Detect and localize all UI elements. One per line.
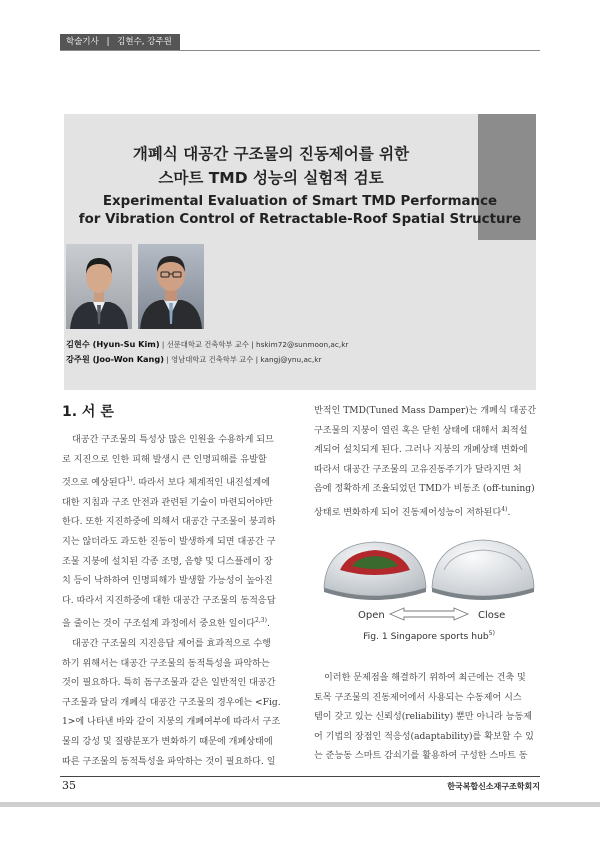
text-line: 구조물의 지붕이 열린 혹은 닫힌 상태에 대해서 최적설 [314,425,528,436]
text-line: 하기 위해서는 대공간 구조물의 동적특성을 파악하는 [62,658,270,669]
header-separator: | [106,37,110,47]
author-line-kang: 강주원 (Joo-Won Kang) | 영남대학교 건축학부 교수 | kangj@ynu,ac,kr [66,354,322,364]
author-name: 강주원 (Joo-Won Kang) [66,354,164,364]
text-line: 것으로 예상된다$^{1)}$. 따라서 보다 체계적인 내진설계에 [62,476,270,489]
text-line: 반적인 TMD(Tuned Mass Damper)는 개폐식 대공간 [314,406,536,416]
title-box [64,114,536,390]
text-line: 다. 따라서 지진하중에 대한 대공간 구조물의 동적응답 [62,595,276,606]
title-korean-line1: 개폐식 대공간 구조물의 진동제어를 위한 [132,145,410,163]
right-column-bottom [314,669,540,767]
author-photo-kang [138,244,204,329]
label-close: Close [478,610,506,621]
text-line: 이러한 문제점을 해결하기 위하여 최근에는 건축 및 [324,673,526,683]
text-line: 조물 지붕에 설치된 각종 조명, 음향 및 디스플레이 장 [62,556,273,567]
author-email: hskim72@sunmoon,ac,kr [255,340,349,349]
text-line: 대한 지침과 구조 안전과 관련된 기술이 마련되어야만 [62,497,273,508]
footer-rule [60,776,540,777]
header-rule [60,50,540,51]
text-line: 을 줄이는 것이 구조설계 과정에서 중요한 일이다$^{2,3)}$. [62,617,270,630]
citation: 5) [488,630,495,637]
text-line: 는 준능동 스마트 감쇠기를 활용하여 구성한 스마트 동 [314,751,528,762]
header-category: 학술기사 [66,37,99,47]
text-line: 음에 정확하게 조율되었던 TMD가 비동조 (off-tuning) [314,484,535,495]
dome-open-image [324,542,426,600]
figure-caption: Fig. 1 Singapore sports hub$^{5)}$ [363,630,495,643]
text-line: 대공간 구조물의 지진응답 제어를 효과적으로 수행 [72,639,271,649]
citation: 1) [126,476,133,484]
author-photo-kim [66,244,132,329]
bottom-strip [0,802,600,807]
double-arrow-icon [390,608,468,620]
header-tag [60,34,180,50]
label-open: Open [358,610,385,621]
text-line: 1>에 나타낸 바와 같이 지붕의 개폐여부에 따라서 구조 [62,717,281,728]
text-line: 치 등이 낙하하여 인명피해가 발생할 가능성이 높아진 [62,576,273,587]
author-line-kim: 김현수 (Hyun-Su Kim) | 선문대학교 건축학부 교수 | hskim72@sunmoon,ac,kr [66,339,349,349]
header-authors: 김현수, 강주원 [117,37,172,47]
text-line: 지는 않더라도 과도한 진동이 발생하게 되면 대공간 구 [62,537,276,547]
text-line: 어 기법의 장점인 적응성(adaptability)를 확보할 수 있 [314,731,534,742]
citation: 2,3) [255,617,267,625]
journal-name: 한국복합신소재구조학회지 [447,782,540,791]
author-affiliation: 영남대학교 건축학부 교수 [171,355,254,364]
text-line: 템이 갖고 있는 신뢰성(reliability) 뿐만 아니라 능동제 [314,712,533,723]
title-korean-line2: 스마트 TMD 성능의 실험적 검토 [158,169,384,187]
text-line: 계되어 설치되게 된다. 그러나 지붕의 개폐상태 변화에 [314,445,528,456]
text-line: 따라서 대공간 구조물의 고유진동주기가 달라지면 처 [314,464,522,475]
text-line: 상태로 변화하게 되어 진동제어성능이 저하된다$^{4)}$. [314,505,511,518]
author-affiliation: 선문대학교 건축학부 교수 [166,340,249,349]
title-english-line1: Experimental Evaluation of Smart TMD Performance [102,194,498,209]
title-english-line2: for Vibration Control of Retractable-Roof Spatial Structure [78,212,522,227]
text-line: 한다. 또한 지진하중에 의해서 대공간 구조물이 붕괴하 [62,517,276,528]
left-column [62,402,288,772]
text-line: 따른 구조물의 동적특성을 파악하는 것이 필요하다. 일 [62,756,276,767]
author-name: 김현수 (Hyun-Su Kim) [66,339,160,349]
text-line: 것이 필요하다. 특히 돔구조물과 같은 일반적인 대공간 [62,678,276,689]
section-title: 1. 서 론 [62,404,114,420]
text-line: 토목 구조물의 진동제어에서 사용되는 수동제어 시스 [314,692,522,703]
right-column-top [314,402,540,524]
text-line: 구조물과 달리 개폐식 대공간 구조물의 경우에는 <Fig. [62,697,281,708]
author-email: kangj@ynu,ac,kr [260,355,322,364]
text-line: 로 지진으로 인한 피해 발생시 큰 인명피해를 유발할 [62,454,267,465]
text-line: 대공간 구조물의 특성상 많은 인원을 수용하게 되므 [72,435,274,445]
page-number: 35 [62,779,76,792]
text-line: 물의 강성 및 질량분포가 변화하기 때문에 개폐상태에 [62,736,273,747]
citation: 4) [501,505,508,513]
dome-closed-image [432,540,534,600]
